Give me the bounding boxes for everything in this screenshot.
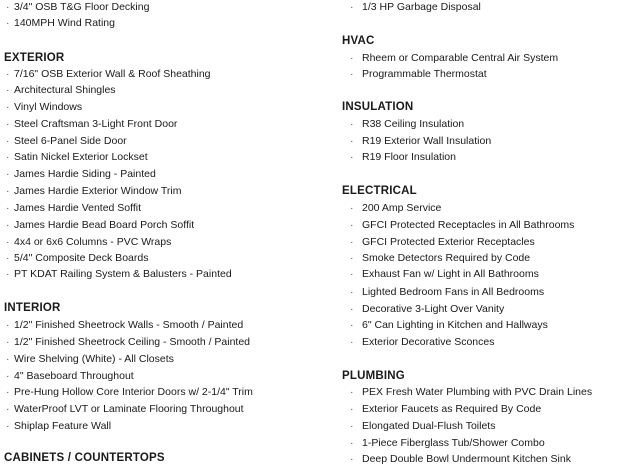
list-item: · 1/2" Finished Sheetrock Walls - Smooth / Painted <box>4 317 243 333</box>
list-item: · Exterior Faucets as Required By Code <box>342 401 541 417</box>
list-item: · Programmable Thermostat <box>342 66 487 82</box>
section-heading-plumbing: PLUMBING <box>342 370 405 382</box>
list-item: · WaterProof LVT or Laminate Flooring Throughout <box>4 401 244 417</box>
list-item: · 4" Baseboard Throughout <box>4 368 134 384</box>
list-item: · R19 Exterior Wall Insulation <box>342 133 491 149</box>
list-item: · Exhaust Fan w/ Light in All Bathrooms <box>342 266 539 282</box>
list-item: · R38 Ceiling Insulation <box>342 116 464 132</box>
list-item: · GFCI Protected Exterior Receptacles <box>342 234 535 250</box>
list-item: · Satin Nickel Exterior Lockset <box>4 149 148 165</box>
list-item: · Shiplap Feature Wall <box>4 418 111 434</box>
list-item: · James Hardie Exterior Window Trim <box>4 183 181 199</box>
list-item: · 7/16" OSB Exterior Wall & Roof Sheathing <box>4 66 211 82</box>
list-item: · 6" Can Lighting in Kitchen and Hallways <box>342 317 548 333</box>
list-item: · GFCI Protected Receptacles in All Bathrooms <box>342 217 574 233</box>
list-item: · R19 Floor Insulation <box>342 149 456 165</box>
list-item: · 1/3 HP Garbage Disposal <box>342 0 481 15</box>
list-item: · 3/4" OSB T&G Floor Decking <box>4 0 149 15</box>
section-heading-insulation: INSULATION <box>342 101 414 113</box>
list-item: · 140MPH Wind Rating <box>4 15 115 31</box>
list-item: · Elongated Dual-Flush Toilets <box>342 418 495 434</box>
list-item: · 4x4 or 6x6 Columns - PVC Wraps <box>4 234 171 250</box>
list-item: · Lighted Bedroom Fans in All Bedrooms <box>342 284 544 300</box>
list-item: · Exterior Decorative Sconces <box>342 334 494 350</box>
list-item: · Decorative 3-Light Over Vanity <box>342 301 504 317</box>
list-item: · 1/2" Finished Sheetrock Ceiling - Smooth / Painted <box>4 334 250 350</box>
section-heading-hvac: HVAC <box>342 35 375 47</box>
list-item: · Pre-Hung Hollow Core Interior Doors w/ 2-1/4" Trim <box>4 384 253 400</box>
list-item: · Vinyl Windows <box>4 99 82 115</box>
list-item: · Architectural Shingles <box>4 82 116 98</box>
list-item: · 1-Piece Fiberglass Tub/Shower Combo <box>342 435 545 451</box>
list-item: · Wire Shelving (White) - All Closets <box>4 351 174 367</box>
list-item: · Steel Craftsman 3-Light Front Door <box>4 116 177 132</box>
list-item: · Smoke Detectors Required by Code <box>342 250 530 266</box>
list-item: · 5/4" Composite Deck Boards <box>4 250 148 266</box>
list-item: · James Hardie Vented Soffit <box>4 200 141 216</box>
list-item: · Deep Double Bowl Undermount Kitchen Sink <box>342 451 571 467</box>
list-item: · James Hardie Siding - Painted <box>4 166 156 182</box>
list-item: · PEX Fresh Water Plumbing with PVC Drain Lines <box>342 384 592 400</box>
list-item: · PT KDAT Railing System & Balusters - Painted <box>4 266 232 282</box>
section-heading-exterior: EXTERIOR <box>4 52 65 64</box>
section-heading-electrical: ELECTRICAL <box>342 185 417 197</box>
list-item: · 200 Amp Service <box>342 200 441 216</box>
section-heading-interior: INTERIOR <box>4 302 61 314</box>
list-item: · Steel 6-Panel Side Door <box>4 133 127 149</box>
list-item: · Rheem or Comparable Central Air System <box>342 50 558 66</box>
section-heading-cabinets: CABINETS / COUNTERTOPS <box>4 452 165 464</box>
list-item: · James Hardie Bead Board Porch Soffit <box>4 217 194 233</box>
